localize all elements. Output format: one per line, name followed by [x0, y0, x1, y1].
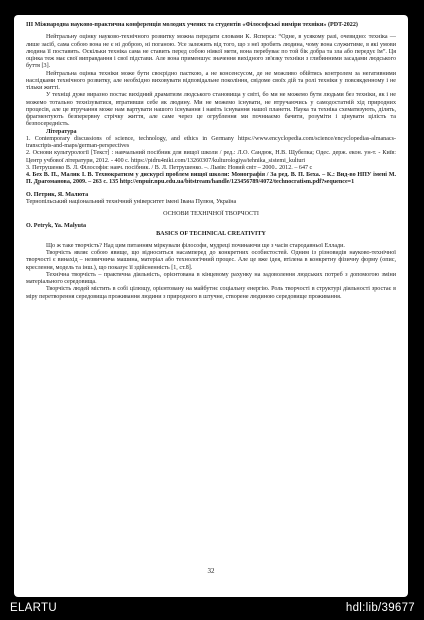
author-line-en: O. Petryk, Ya. Malyuta	[26, 223, 87, 230]
reference-item: 3. Петрушенко В. Л. Філософія: навч. посібник. / В. Л. Петрушенко. –. Львів: Новий світ – 2000.. 2012. – 647 с	[26, 164, 313, 171]
literature-heading: Література	[46, 128, 77, 135]
page-content	[26, 22, 396, 301]
body-paragraph: У техніці дуже виразно постає вихідний драматизм людського становища у світі, бо ми не можемо бути людьми без техніки, як і не можемо тотально технізуватися, втративши себе як людину. Ми не можемо існувати, не втручаючись у самодостатній хід природних процесів, але це втручання може нам вартувати нашого існування і навіть існування нашої планети. Наука та техніка схематизують, ділять, фрагментують безперервну стрічку життя, але саме через це огрублення ми почниаємо бачити, розуміти і цінувати цілість та безпосередність.	[26, 92, 396, 128]
reference-item: 2. Основи культурології [Текст] : навчальний посібник для вищої школи / ред.: Л.О. Сандюк, Н.В. Щубелка; Одес. держ. екон. ун-т. - Київ: Центр учбової літератури, 2012. - 400 с. https://pidru4niki.com/13260307/kulturologiya/tehnika_sistemi_kulturi	[26, 150, 396, 164]
body-paragraph: Технічна творчість – практична діяльність, орієнтована в кінцевому рахунку на задоволення людських потреб з допомогою зміни матеріального середовища.	[26, 271, 396, 285]
body-paragraph: Нейтральну оцінку науково-технічного розвитку можна передати словами К. Ясперса: “Одне, в усякому разі, очевидно: техніка — лише засіб, сама собою вона не є ні доброю, ні поганою. Усе залежить від того, що з неї зробить людина, чому вона служитиме, в які умови людина її поставить. Оскільки техніка сама не ставить перед собою ніякої мети, вона перебуває по той бік добра та зла або передує їм”. Ця оцінка теж має свої виправдання і свої підстави. Але вона применшує значення вихідного зв'язку техніки з глибинними засадами людського буття [3].	[26, 34, 396, 70]
body-paragraph: Творчість людей містить в собі цілющу, орієнтовану на майбутнє соціальну енергію. Роль творчості в структурі діяльності зростає в міру перетворення середовища проживання людини з природного в штучне, створене людиною середовище проживання.	[26, 286, 396, 300]
footer-bar	[0, 598, 424, 620]
page-number: 32	[207, 567, 215, 575]
footer-repository-label: ELARTU	[10, 602, 57, 614]
footer-handle-label: hdl:lib/39677	[345, 602, 415, 614]
document-page	[14, 15, 408, 597]
conference-header: III Міжнародна науково-практична конференція молодих учених та студентів «Філософські виміри техніки» (PDT-2022)	[26, 22, 358, 28]
article-title-en: BASICS OF TECHNICAL CREATIVITY	[156, 230, 266, 237]
reference-item: 4. Бех В. П., Малик І. В. Технократизм у дискурсі проблем вищої школи: Монографія / За ред. В. П. Беха. – К.: Вид-во НПУ імені М. П. Драгоманова, 2009. – 263 с. 135 http://enpuir.npu.edu.ua/bitstream/handle/123456789/4072/technocratism.pdf?sequence=1	[26, 172, 396, 186]
body-paragraph: Нейтральна оцінка техніки може бути своєрідно пасткою, а не консенсусом, де не можливо обійтись контролем за негативними наслідками технічного розвитку, але необхідно виховувати відповідальне покоління, свідоме своїх дій та ролі техніки у повсякденному і не тільки житті.	[26, 70, 396, 91]
body-paragraph: Що ж таке творчість? Над цим питанням міркували філософи, мудреці починаючи ще з часів стародавньої Еллади.	[46, 242, 345, 249]
reference-item: 1. Contemporary discussions of science, technology, and ethics in Germany https://www.encyclopedia.com/science/encyclopedias-almanacs-transcripts-and-maps/german-perspectives	[26, 135, 396, 149]
body-paragraph: Творчість являє собою явище, що відноситься насамперед до конкретних особистостей. Одним із різновидів науково-технічної творчості є винахід – незвичнича машина, матеріал або технологічний процес. Але це вже ідея, втілена в конкретну фізичну форму (опис, креслення, модель та інш.), що показує її здійсненність [1, ст.8].	[26, 250, 396, 271]
article-title-ua: ОСНОВИ ТЕХНІЧНОЇ ТВОРЧОСТІ	[163, 211, 259, 217]
affiliation: Тернопільський національний технічний університет імені Івана Пулюя, Україна	[26, 198, 237, 205]
author-line: О. Петрик, Я. Малюта	[26, 191, 89, 198]
